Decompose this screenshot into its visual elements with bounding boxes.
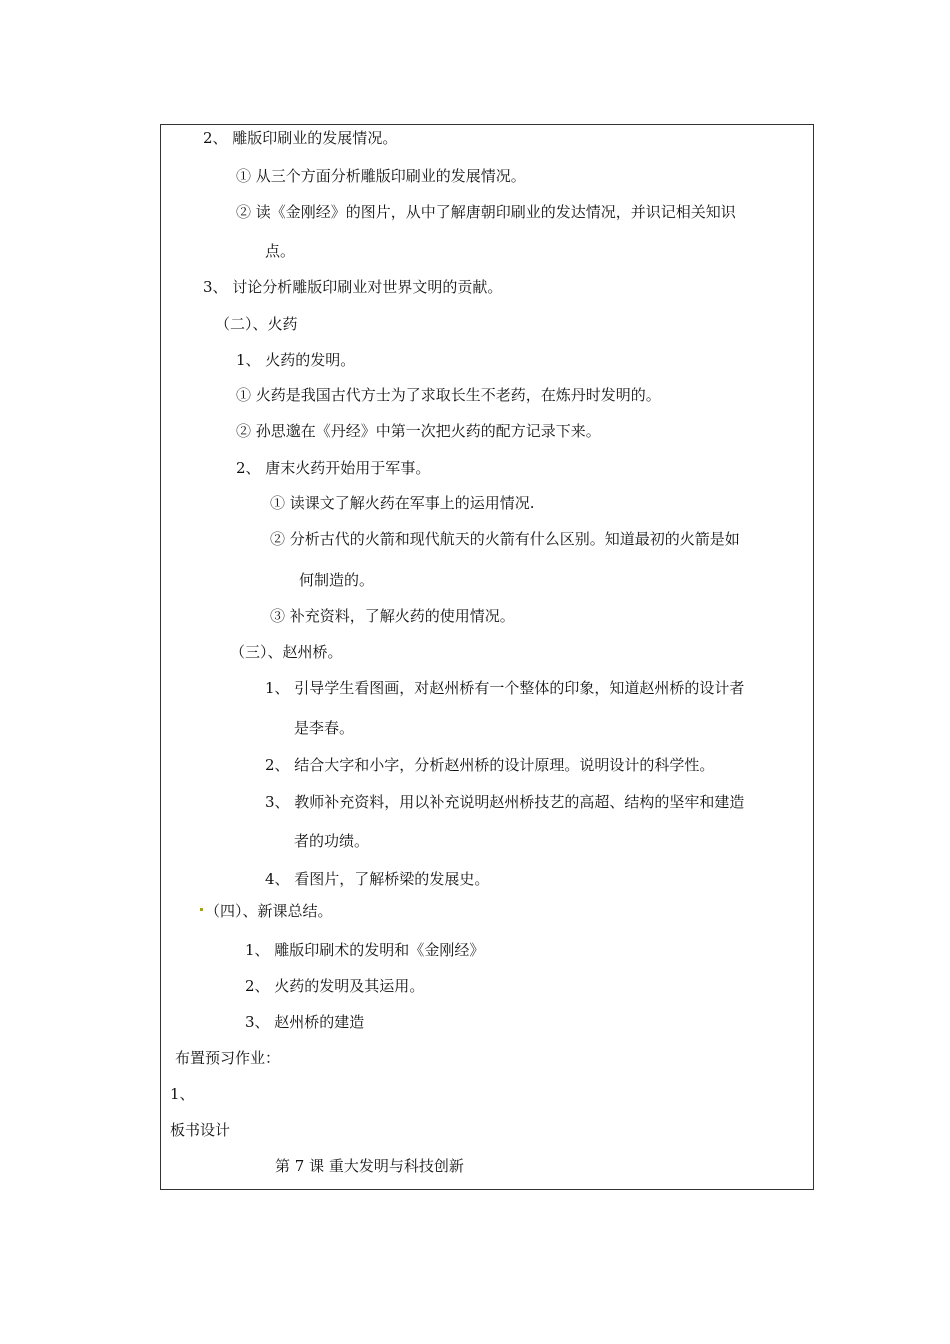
military-sub-item-1: ① 读课文了解火药在军事上的运用情况.: [270, 494, 535, 512]
bridge-item-2: 2、 结合大字和小字，分析赵州桥的设计原理。说明设计的科学性。: [265, 756, 715, 774]
blackboard-lesson-title: 第 7 课 重大发明与科技创新: [275, 1157, 464, 1175]
homework-item-1: 1、: [170, 1085, 195, 1103]
bridge-item-4: 4、 看图片，了解桥梁的发展史。: [265, 870, 490, 888]
military-sub-item-2: ② 分析古代的火箭和现代航天的火箭有什么区别。知道最初的火箭是如: [270, 530, 740, 548]
bridge-item-1: 1、 引导学生看图画，对赵州桥有一个整体的印象，知道赵州桥的设计者: [265, 679, 745, 697]
section-3-zhaozhou-bridge-heading: （三）、赵州桥。: [230, 643, 343, 661]
section-2-gunpowder-heading: （二）、火药: [215, 315, 298, 333]
sub-item-2-continuation: 点。: [265, 242, 296, 260]
military-sub-item-3: ③ 补充资料，了解火药的使用情况。: [270, 607, 515, 625]
summary-item-3: 3、 赵州桥的建造: [245, 1013, 365, 1031]
bridge-item-3: 3、 教师补充资料，用以补充说明赵州桥技艺的高超、结构的坚牢和建造: [265, 793, 745, 811]
item-2-woodblock-printing-development: 2、 雕版印刷业的发展情况。: [203, 129, 398, 147]
item-3-discuss-contribution: 3、 讨论分析雕版印刷业对世界文明的贡献。: [203, 278, 503, 296]
gunpowder-item-2-military: 2、 唐末火药开始用于军事。: [236, 459, 431, 477]
military-sub-item-2-continuation: 何制造的。: [299, 571, 375, 589]
section-4-summary-heading: （四）、新课总结。: [205, 902, 333, 920]
bridge-item-1-continuation: 是李春。: [294, 719, 355, 737]
summary-item-2: 2、 火药的发明及其运用。: [245, 977, 425, 995]
sub-item-2-diamond-sutra: ② 读《金刚经》的图片，从中了解唐朝印刷业的发达情况，并识记相关知识: [236, 203, 736, 221]
highlight-marker: [200, 908, 203, 911]
blackboard-design-heading: 板书设计: [170, 1121, 231, 1139]
summary-item-1: 1、 雕版印刷术的发明和《金刚经》: [245, 941, 485, 959]
homework-heading: 布置预习作业：: [175, 1049, 281, 1067]
bridge-item-3-continuation: 者的功绩。: [294, 832, 370, 850]
sub-item-1-analyze-three-aspects: ① 从三个方面分析雕版印刷业的发展情况。: [236, 167, 526, 185]
gunpowder-sub-item-1: ① 火药是我国古代方士为了求取长生不老药，在炼丹时发明的。: [236, 386, 661, 404]
gunpowder-sub-item-2: ② 孙思邈在《丹经》中第一次把火药的配方记录下来。: [236, 422, 601, 440]
gunpowder-item-1-invention: 1、 火药的发明。: [236, 351, 356, 369]
